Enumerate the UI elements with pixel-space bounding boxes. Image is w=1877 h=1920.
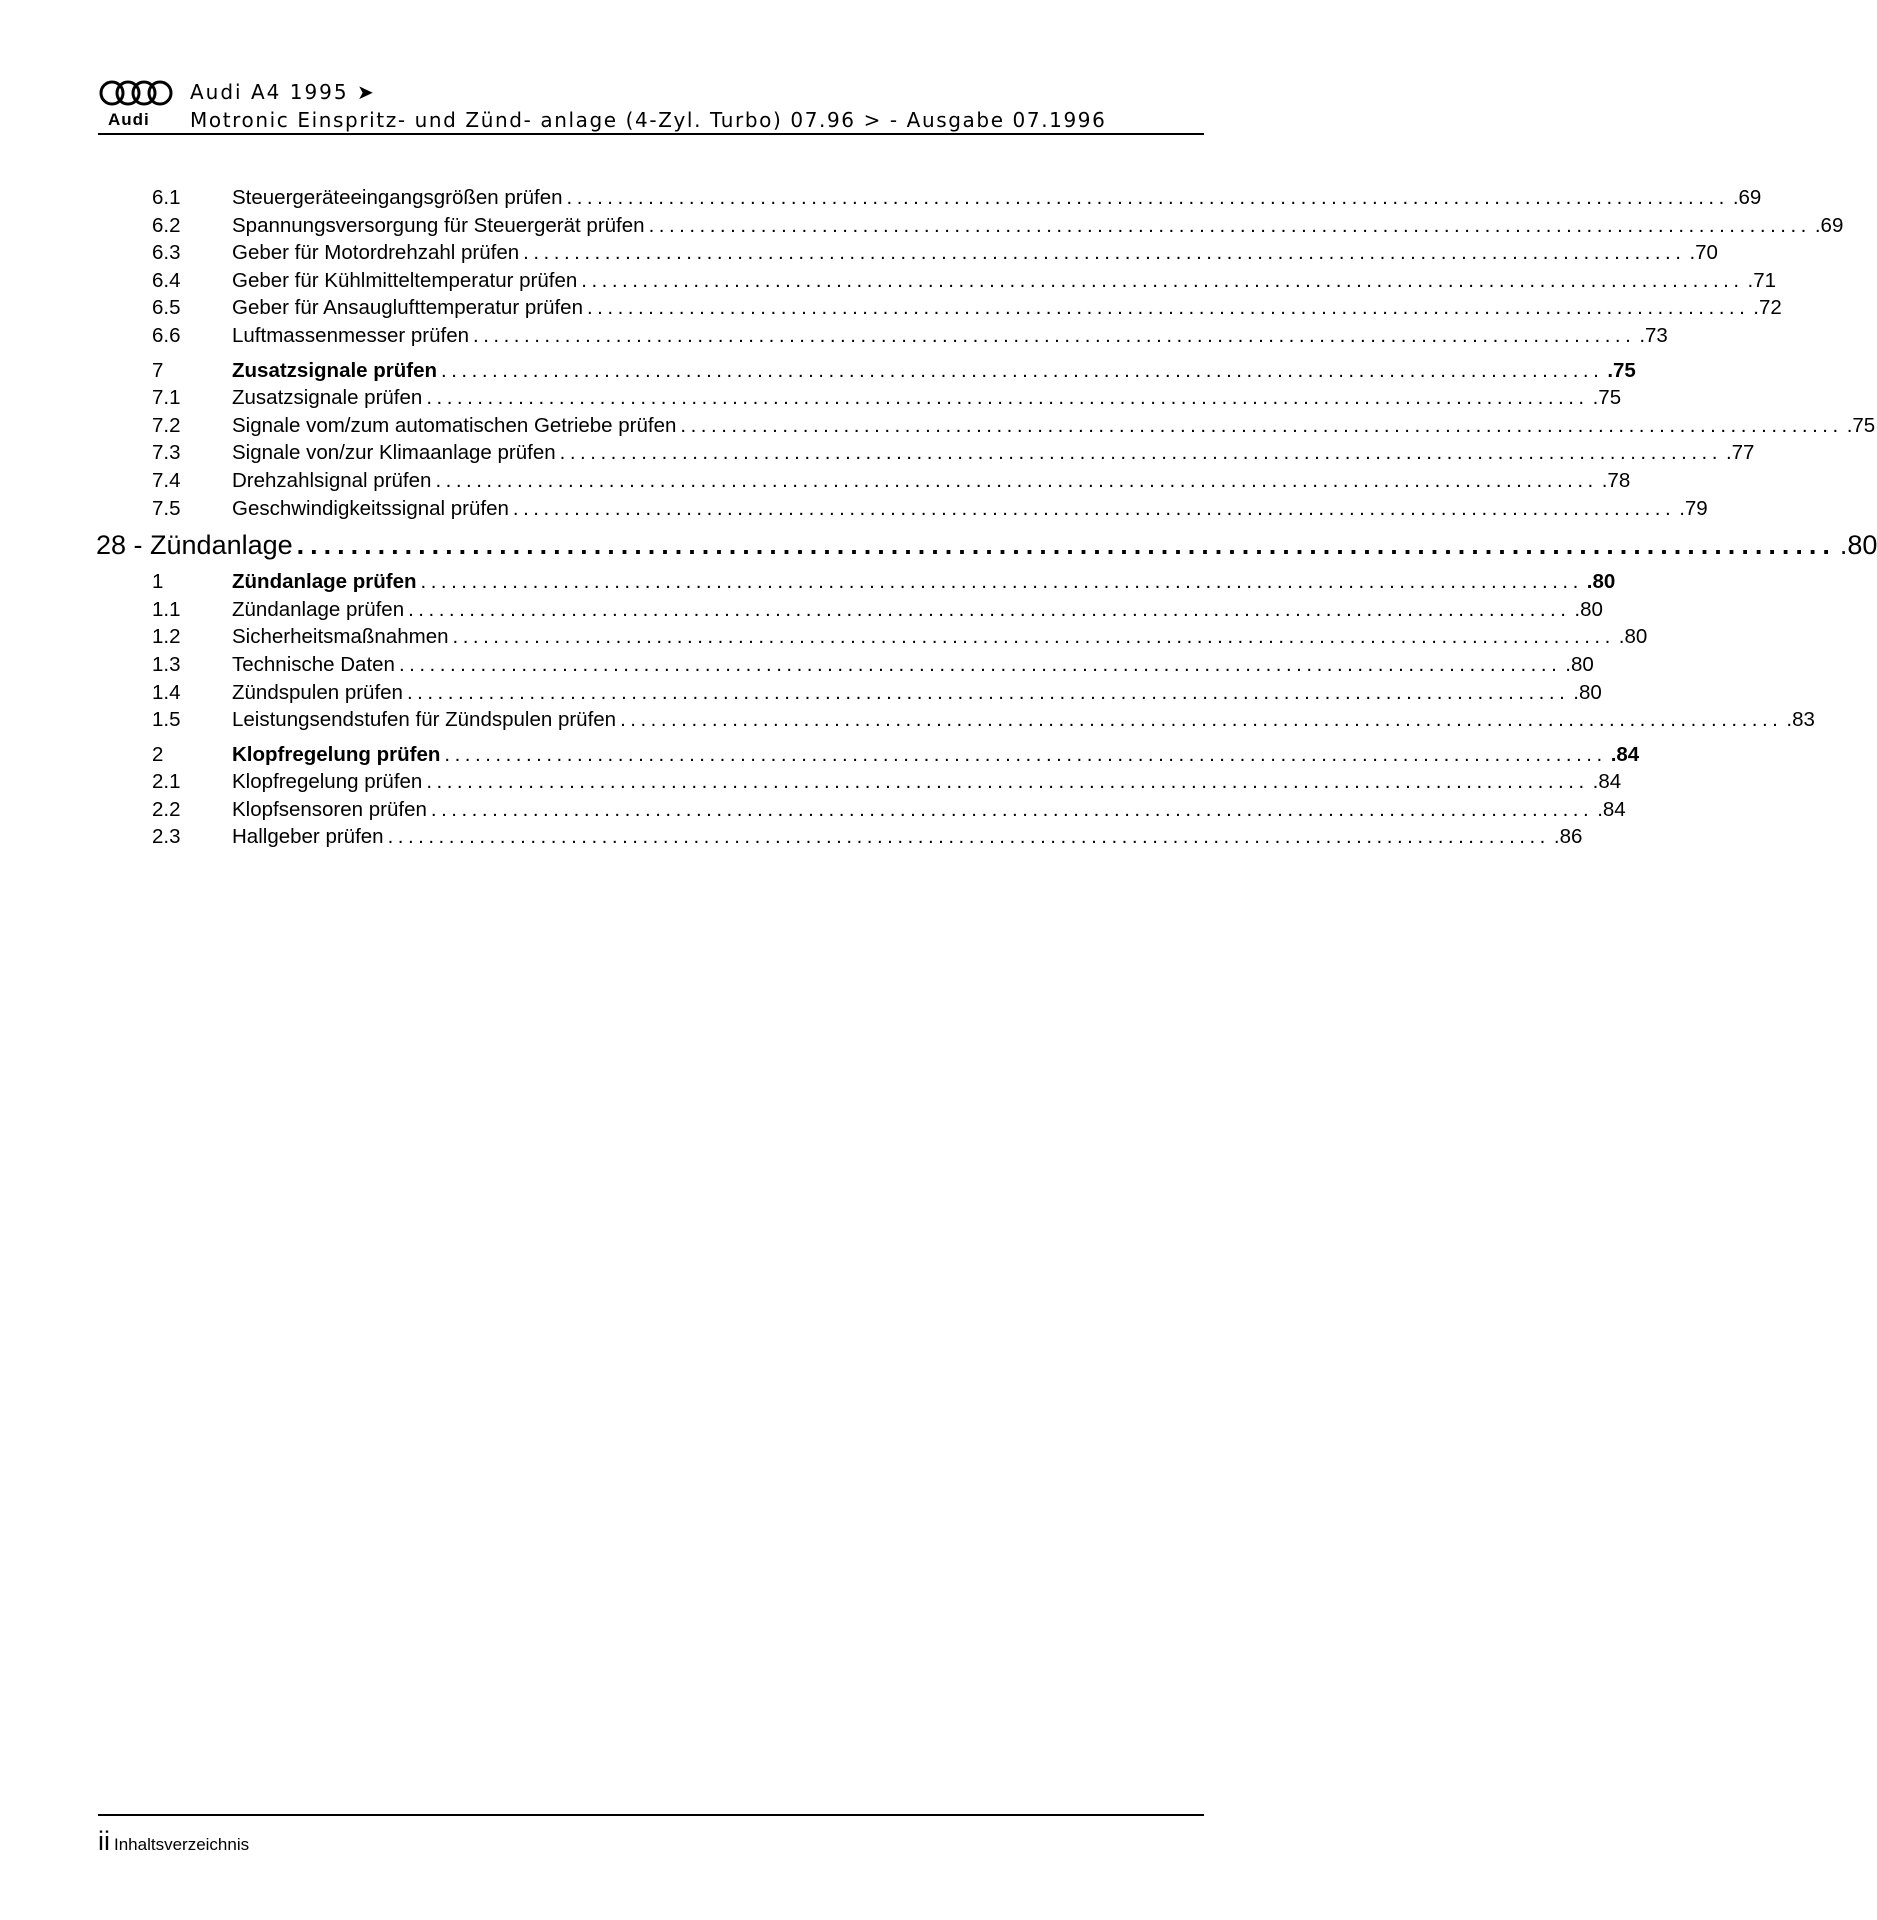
toc-entry[interactable]: 7.5 Geschwindigkeitssignal prüfen .................................................................................................................. .79: [152, 496, 1708, 520]
toc-entry[interactable]: 1.2 Sicherheitsmaßnahmen .................................................................................................................. .80: [152, 625, 1648, 649]
document-subtitle: Motronic Einspritz- und Zünd- anlage (4-Zyl. Turbo) 07.96 > - Ausgabe 07.1996: [190, 108, 1107, 132]
vehicle-model: Audi A4 1995 ➤: [190, 80, 376, 104]
footer-label: Inhaltsverzeichnis: [114, 1835, 250, 1854]
footer-divider: [98, 1814, 1204, 1816]
audi-rings-logo: [98, 78, 176, 108]
toc-entry[interactable]: 6.1 Steuergeräteeingangsgrößen prüfen .................................................................................................................. .69: [152, 186, 1762, 209]
toc-entry[interactable]: 2.3 Hallgeber prüfen .................................................................................................................. .86: [152, 825, 1583, 849]
table-of-contents: [96, 186, 1877, 853]
toc-entry[interactable]: 1.4 Zündspulen prüfen .................................................................................................................. .80: [152, 680, 1602, 704]
toc-entry[interactable]: 6.4 Geber für Kühlmitteltemperatur prüfen .................................................................................................................. .71: [152, 268, 1777, 292]
toc-section-heading[interactable]: 7 Zusatzsignale prüfen .................................................................................................................. .75: [152, 358, 1636, 382]
toc-entry[interactable]: 7.1 Zusatzsignale prüfen .................................................................................................................. .75: [152, 386, 1622, 410]
audi-wordmark: Audi: [108, 110, 150, 129]
toc-entry[interactable]: 6.5 Geber für Ansauglufttemperatur prüfen .................................................................................................................. .72: [152, 296, 1782, 320]
toc-entry[interactable]: 7.2 Signale vom/zum automatischen Getriebe prüfen .................................................................................................................. .75: [152, 413, 1876, 437]
toc-section-heading[interactable]: 1 Zündanlage prüfen .................................................................................................................. .80: [152, 570, 1616, 594]
page-header: [98, 78, 1204, 134]
toc-section-heading[interactable]: 2 Klopfregelung prüfen .................................................................................................................. .84: [152, 742, 1640, 766]
toc-chapter-heading[interactable]: 28 - Zündanlage .................................................................................................................. .80: [96, 530, 1877, 561]
header-divider: [98, 133, 1204, 135]
toc-entry[interactable]: 6.3 Geber für Motordrehzahl prüfen .................................................................................................................. .70: [152, 241, 1718, 265]
toc-entry[interactable]: 6.2 Spannungsversorgung für Steuergerät prüfen .................................................................................................................. .69: [152, 213, 1844, 237]
page-footer: [98, 1826, 249, 1857]
toc-entry[interactable]: 2.2 Klopfsensoren prüfen .................................................................................................................. .84: [152, 797, 1626, 821]
page-number: ii: [98, 1826, 110, 1856]
toc-entry[interactable]: 6.6 Luftmassenmesser prüfen .................................................................................................................. .73: [152, 323, 1668, 347]
toc-entry[interactable]: 7.3 Signale von/zur Klimaanlage prüfen .................................................................................................................. .77: [152, 441, 1755, 465]
toc-entry[interactable]: 1.3 Technische Daten .................................................................................................................. .80: [152, 652, 1594, 676]
toc-entry[interactable]: 1.5 Leistungsendstufen für Zündspulen prüfen .................................................................................................................. .83: [152, 708, 1815, 732]
toc-entry[interactable]: 1.1 Zündanlage prüfen .................................................................................................................. .80: [152, 597, 1603, 621]
toc-entry[interactable]: 2.1 Klopfregelung prüfen .................................................................................................................. .84: [152, 770, 1622, 794]
toc-entry[interactable]: 7.4 Drehzahlsignal prüfen .................................................................................................................. .78: [152, 468, 1631, 492]
